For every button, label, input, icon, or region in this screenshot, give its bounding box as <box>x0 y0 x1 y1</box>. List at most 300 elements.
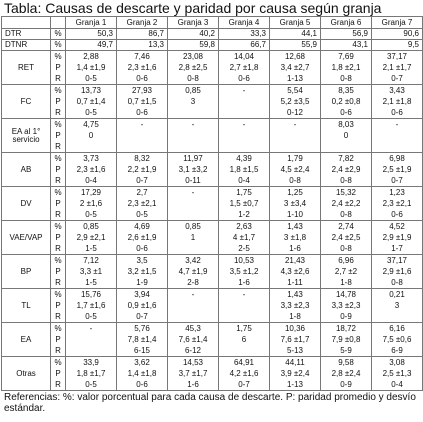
cause-value-cell-line: - <box>242 86 246 95</box>
cause-value-cell-line: - <box>242 120 246 129</box>
cause-value-cell-line <box>220 130 268 141</box>
cause-value-cell-line: 2,4 ±2,5 <box>331 233 361 242</box>
cause-value-cell-line <box>373 141 421 152</box>
cause-label: DV <box>2 187 51 221</box>
cause-value-cell-line: 0-5 <box>136 210 148 219</box>
cause-value-cell-line: - <box>293 120 297 129</box>
row-symbols-line: R <box>55 312 61 321</box>
summary-value: 56,9 <box>321 29 372 40</box>
row-symbols-line: R <box>55 74 61 83</box>
cause-value-cell-line: 3,3 ±1 <box>79 267 103 276</box>
column-header: Granja 4 <box>219 17 270 29</box>
cause-value-cell-line <box>118 141 166 152</box>
row-symbols-line: R <box>55 142 61 151</box>
cause-value-cell-line: 2,3 ±2,1 <box>127 199 157 208</box>
cause-value-cell-line: 0 <box>88 131 94 140</box>
cause-label: FC <box>2 85 51 119</box>
cause-value-cell <box>372 221 423 255</box>
cause-value-cell <box>117 51 168 85</box>
cause-value-cell-line: 18,72 <box>335 324 357 333</box>
row-symbols-line: % <box>54 120 62 129</box>
cause-value-cell-line: 0-8 <box>391 278 403 287</box>
cause-value-cell <box>219 255 270 289</box>
row-symbols <box>51 187 66 221</box>
cause-value-cell-line: 5,2 ±3,5 <box>280 97 310 106</box>
cause-value-cell <box>372 323 423 357</box>
cause-value-cell-line <box>67 141 115 152</box>
cause-value-cell <box>270 255 321 289</box>
cause-value-cell-line: 1-2 <box>238 210 250 219</box>
cause-value-cell-line: 1-13 <box>286 74 303 83</box>
cause-value-cell-line: 1,5 ±0,7 <box>229 199 259 208</box>
cause-value-cell-line: 10,36 <box>284 324 306 333</box>
cause-value-cell-line: 0 <box>343 131 349 140</box>
row-symbols-line: % <box>54 222 62 231</box>
cause-value-cell-line <box>220 345 268 356</box>
summary-value: 13,3 <box>117 40 168 51</box>
cause-value-cell-line: 0,2 ±0,8 <box>331 97 361 106</box>
cause-value-cell-line: 7,46 <box>134 52 150 61</box>
row-symbols-line: P <box>55 97 61 106</box>
cause-value-cell-line: 1-5 <box>85 244 97 253</box>
cause-value-cell-line: 0-7 <box>136 312 148 321</box>
cause-value-cell-line: 23,08 <box>182 52 204 61</box>
summary-value: 55,9 <box>270 40 321 51</box>
cause-value-cell <box>372 51 423 85</box>
cause-value-cell-line: 0-6 <box>136 74 148 83</box>
cause-value-cell-line: 15,32 <box>335 188 357 197</box>
cause-value-cell-line: 7,8 ±1,4 <box>127 335 157 344</box>
summary-value: 90,6 <box>372 29 423 40</box>
row-symbols-line: % <box>54 188 62 197</box>
cause-label: TL <box>2 289 51 323</box>
table-title: Tabla: Causas de descarte y paridad por causa según granja <box>4 0 382 16</box>
cause-value-cell-line <box>169 107 217 118</box>
cause-value-cell <box>219 119 270 153</box>
cause-value-cell-line: 64,91 <box>233 358 255 367</box>
cause-value-cell <box>168 221 219 255</box>
cause-value-cell-line: 3,5 <box>136 256 148 265</box>
cause-value-cell-line: 2,88 <box>83 52 99 61</box>
cause-value-cell-line: 0-6 <box>340 108 352 117</box>
row-symbols <box>51 153 66 187</box>
cause-value-cell-line: 1-6 <box>289 244 301 253</box>
cause-value-cell-line: 1,79 <box>287 154 303 163</box>
cause-value-cell-line: 1-8 <box>340 278 352 287</box>
cause-value-cell <box>117 221 168 255</box>
row-symbols-line: R <box>55 380 61 389</box>
cause-value-cell <box>372 153 423 187</box>
summary-unit: % <box>51 40 66 51</box>
cause-value-cell-line: 2,4 ±2,9 <box>331 165 361 174</box>
summary-value: 33,3 <box>219 29 270 40</box>
cause-value-cell-line: - <box>89 324 93 333</box>
cause-value-cell <box>219 221 270 255</box>
row-symbols-line: R <box>55 244 61 253</box>
row-symbols <box>51 51 66 85</box>
cause-value-cell-line: - <box>191 120 195 129</box>
cause-value-cell-line: 1-13 <box>286 380 303 389</box>
cause-value-cell <box>372 289 423 323</box>
cause-value-cell-line: 2,8 ±2,4 <box>331 369 361 378</box>
cause-value-cell-line: 2,6 ±1,9 <box>127 233 157 242</box>
cause-value-cell-line: 5-13 <box>286 346 303 355</box>
cause-value-cell-line: 4,7 ±1,9 <box>178 267 208 276</box>
cause-value-cell <box>66 323 117 357</box>
cause-value-cell-line: 0,85 <box>185 222 201 231</box>
cause-value-cell-line: 2,3 ±1,6 <box>127 63 157 72</box>
column-header: Granja 3 <box>168 17 219 29</box>
cause-value-cell <box>321 51 372 85</box>
cause-value-cell-line: 6,96 <box>338 256 354 265</box>
cause-value-cell <box>66 357 117 391</box>
cause-value-cell <box>66 221 117 255</box>
cause-value-cell-line: 2,1 ±1,7 <box>382 63 412 72</box>
row-symbols <box>51 323 66 357</box>
cause-value-cell-line: 14,53 <box>182 358 204 367</box>
cause-value-cell <box>270 51 321 85</box>
cause-value-cell-line: 11,97 <box>183 154 203 163</box>
cause-value-cell-line: - <box>242 290 246 299</box>
cause-value-cell <box>321 255 372 289</box>
cause-value-cell <box>321 119 372 153</box>
cause-value-cell-line: 4 ±1,7 <box>232 233 256 242</box>
cause-value-cell-line: 44,11 <box>285 358 305 367</box>
cause-value-cell-line: 45,3 <box>185 324 201 333</box>
summary-value: 86,7 <box>117 29 168 40</box>
cause-value-cell-line: 1-7 <box>391 244 403 253</box>
cause-value-cell-line: 0-12 <box>286 108 303 117</box>
cause-label: AB <box>2 153 51 187</box>
summary-value: 9,5 <box>372 40 423 51</box>
row-symbols-line: P <box>55 165 61 174</box>
cause-value-cell-line: 3 <box>394 301 400 310</box>
cause-value-cell-line: 14,78 <box>335 290 357 299</box>
cause-value-cell <box>66 153 117 187</box>
cause-value-cell-line: 2,1 ±1,8 <box>382 97 412 106</box>
cause-value-cell <box>168 51 219 85</box>
cause-value-cell-line <box>67 345 115 356</box>
cause-value-cell-line: 2,3 ±1,6 <box>76 165 106 174</box>
cause-value-cell-line: 0,21 <box>389 290 405 299</box>
cause-value-cell-line: - <box>395 120 399 129</box>
cause-value-cell-line: 0-8 <box>340 176 352 185</box>
cause-value-cell-line: 7,12 <box>83 256 99 265</box>
cause-value-cell-line: 2,5 ±1,9 <box>382 165 412 174</box>
summary-value: 44,1 <box>270 29 321 40</box>
row-symbols-line: R <box>55 278 61 287</box>
cause-value-cell <box>168 187 219 221</box>
cause-value-cell-line: 4,75 <box>83 120 99 129</box>
cause-value-cell-line: 1,4 ±1,9 <box>76 63 106 72</box>
cause-value-cell-line: 3 ±1,8 <box>283 233 307 242</box>
cause-value-cell-line: 5,76 <box>134 324 150 333</box>
cause-value-cell <box>321 187 372 221</box>
row-symbols-line: % <box>54 86 62 95</box>
cause-row <box>2 289 423 323</box>
cause-value-cell-line: 3,42 <box>185 256 201 265</box>
cause-value-cell-line: 2,9 ±2,1 <box>76 233 106 242</box>
cause-value-cell-line: 0-6 <box>238 74 250 83</box>
cause-value-cell-line: 0-4 <box>85 176 97 185</box>
cause-value-cell-line: 5-9 <box>340 346 352 355</box>
cause-value-cell-line: 0,7 ±1,4 <box>76 97 106 106</box>
cause-row <box>2 187 423 221</box>
cause-value-cell-line: 1,7 ±1,6 <box>76 301 106 310</box>
summary-value: 59,8 <box>168 40 219 51</box>
cause-row <box>2 221 423 255</box>
cause-value-cell-line: 0-6 <box>136 380 148 389</box>
cause-value-cell-line <box>220 141 268 152</box>
cause-row <box>2 255 423 289</box>
cause-value-cell-line: 8,32 <box>134 154 150 163</box>
cause-value-cell-line: 3,43 <box>389 86 405 95</box>
cause-value-cell-line: 2-8 <box>187 278 199 287</box>
cause-value-cell-line: 1,8 ±2,1 <box>331 63 361 72</box>
cause-value-cell-line: 2,4 ±2,2 <box>331 199 361 208</box>
cause-value-cell-line: 0-9 <box>340 380 352 389</box>
cause-value-cell <box>270 153 321 187</box>
cause-value-cell-line: 3 <box>190 97 196 106</box>
cause-value-cell-line <box>169 198 217 209</box>
cause-value-cell-line: 6,16 <box>389 324 405 333</box>
cause-value-cell <box>372 85 423 119</box>
cause-row <box>2 357 423 391</box>
cause-value-cell-line: 8,35 <box>338 86 354 95</box>
cause-value-cell-line <box>373 311 421 322</box>
cause-label: EA al 1° servicio <box>2 119 51 153</box>
column-header: Granja 2 <box>117 17 168 29</box>
cause-value-cell-line <box>169 141 217 152</box>
cause-value-cell <box>117 289 168 323</box>
cause-value-cell <box>219 153 270 187</box>
cause-value-cell-line: 0-5 <box>85 74 97 83</box>
cause-value-cell-line: 37,17 <box>386 52 408 61</box>
cause-value-cell <box>270 119 321 153</box>
cause-value-cell <box>168 255 219 289</box>
cause-value-cell <box>219 323 270 357</box>
row-symbols-line: R <box>55 176 61 185</box>
cause-value-cell-line: 0,85 <box>185 86 201 95</box>
cause-value-cell-line: 6-9 <box>391 346 403 355</box>
cause-value-cell-line: 0-8 <box>340 244 352 253</box>
cause-label: RET <box>2 51 51 85</box>
cause-value-cell-line: 7,6 ±1,7 <box>280 335 310 344</box>
cause-value-cell-line: 27,93 <box>131 86 153 95</box>
cause-value-cell <box>117 255 168 289</box>
cause-value-cell <box>219 51 270 85</box>
cause-value-cell-line: 7,5 ±0,6 <box>382 335 412 344</box>
cause-value-cell-line: 1,8 ±1,5 <box>229 165 259 174</box>
cause-value-cell <box>66 51 117 85</box>
cause-value-cell-line: 3,5 ±1,2 <box>229 267 259 276</box>
cause-value-cell-line: 2,74 <box>338 222 354 231</box>
cause-value-cell-line: 37,17 <box>386 256 408 265</box>
cause-value-cell <box>117 357 168 391</box>
cause-value-cell <box>117 119 168 153</box>
cause-value-cell-line: 2,7 ±1,8 <box>229 63 259 72</box>
cause-value-cell-line: 1-8 <box>289 312 301 321</box>
cause-value-cell-line: - <box>140 120 144 129</box>
summary-row <box>2 29 423 40</box>
cause-value-cell-line: 2,9 ±1,9 <box>382 233 412 242</box>
cause-value-cell-line: 0-6 <box>391 210 403 219</box>
column-header: Granja 7 <box>372 17 423 29</box>
cause-value-cell-line: 6,98 <box>389 154 405 163</box>
cause-value-cell <box>219 85 270 119</box>
cause-value-cell-line: 1-6 <box>238 278 250 287</box>
row-symbols-line: % <box>54 290 62 299</box>
cause-value-cell-line: 0-8 <box>289 176 301 185</box>
header-blank <box>51 17 66 29</box>
cause-value-cell-line: 0-4 <box>391 380 403 389</box>
row-symbols-line: % <box>54 358 62 367</box>
cause-value-cell-line: 0-7 <box>391 74 403 83</box>
cause-value-cell-line <box>271 130 319 141</box>
cause-value-cell-line: 14,04 <box>233 52 255 61</box>
header-row <box>2 17 423 29</box>
cause-value-cell <box>372 255 423 289</box>
row-symbols-line: R <box>55 108 61 117</box>
cause-value-cell-line: 3,73 <box>83 154 99 163</box>
cause-value-cell-line: 7,9 ±0,8 <box>331 335 361 344</box>
row-symbols-line: P <box>55 233 61 242</box>
cause-value-cell-line: 3,62 <box>134 358 150 367</box>
cause-value-cell-line <box>118 130 166 141</box>
cause-value-cell-line: 1,8 ±1,7 <box>76 369 106 378</box>
summary-label: DTR <box>2 29 51 40</box>
cause-label: EA <box>2 323 51 357</box>
cause-row <box>2 119 423 153</box>
cause-value-cell-line: 1,75 <box>236 188 252 197</box>
cause-value-cell-line: 0,9 ±1,6 <box>127 301 157 310</box>
cause-value-cell <box>117 187 168 221</box>
row-symbols-line: P <box>55 301 61 310</box>
cause-value-cell <box>117 153 168 187</box>
cause-value-cell-line: 4,39 <box>236 154 252 163</box>
row-symbols-line: % <box>54 154 62 163</box>
cause-value-cell <box>168 357 219 391</box>
cause-value-cell-line: 2,5 ±1,3 <box>382 369 412 378</box>
cause-label: BP <box>2 255 51 289</box>
cause-value-cell-line: 0-9 <box>340 312 352 321</box>
row-symbols-line: P <box>55 63 61 72</box>
cause-value-cell <box>66 187 117 221</box>
cause-value-cell-line: 2,8 ±2,5 <box>178 63 208 72</box>
discard-causes-table <box>1 16 423 391</box>
row-symbols-line: P <box>55 369 61 378</box>
row-symbols-line: % <box>54 52 62 61</box>
cause-label: Otras <box>2 357 51 391</box>
cause-value-cell-line: 3,4 ±2,7 <box>280 63 310 72</box>
cause-value-cell <box>321 85 372 119</box>
cause-value-cell-line: 0-5 <box>85 312 97 321</box>
cause-value-cell <box>372 119 423 153</box>
row-symbols-line: P <box>55 267 61 276</box>
row-symbols-line: P <box>55 131 61 140</box>
summary-row <box>2 40 423 51</box>
cause-value-cell-line: 3,7 ±1,7 <box>178 369 208 378</box>
row-symbols <box>51 289 66 323</box>
summary-value: 49,7 <box>66 40 117 51</box>
cause-value-cell-line: 0-8 <box>187 74 199 83</box>
summary-value: 40,2 <box>168 29 219 40</box>
cause-value-cell-line: 5,54 <box>287 86 303 95</box>
summary-value: 50,3 <box>66 29 117 40</box>
cause-value-cell-line: 2,7 ±2 <box>334 267 358 276</box>
row-symbols <box>51 85 66 119</box>
cause-value-cell-line: 4,5 ±2,4 <box>280 165 310 174</box>
cause-value-cell-line: 1-6 <box>187 380 199 389</box>
cause-value-cell <box>66 289 117 323</box>
cause-value-cell-line <box>220 96 268 107</box>
cause-value-cell-line: 0-5 <box>85 108 97 117</box>
cause-value-cell-line <box>169 300 217 311</box>
cause-value-cell <box>66 85 117 119</box>
cause-value-cell-line: 7,6 ±1,4 <box>178 335 208 344</box>
cause-value-cell-line: 4,2 ±1,6 <box>229 369 259 378</box>
cause-value-cell-line: 3,3 ±2,3 <box>280 301 310 310</box>
cause-value-cell <box>117 323 168 357</box>
cause-value-cell <box>270 323 321 357</box>
cause-value-cell-line: 0,85 <box>83 222 99 231</box>
cause-value-cell-line: 2,7 <box>136 188 148 197</box>
row-symbols-line: R <box>55 346 61 355</box>
cause-value-cell-line <box>271 141 319 152</box>
cause-value-cell-line: 1-5 <box>85 278 97 287</box>
cause-value-cell-line: 0-7 <box>391 176 403 185</box>
row-symbols-line: % <box>54 256 62 265</box>
cause-value-cell <box>270 221 321 255</box>
cause-value-cell <box>321 289 372 323</box>
cause-value-cell-line: 7,82 <box>338 154 354 163</box>
summary-value: 66,7 <box>219 40 270 51</box>
row-symbols <box>51 357 66 391</box>
cause-value-cell-line <box>220 300 268 311</box>
cause-value-cell <box>168 119 219 153</box>
cause-value-cell-line: - <box>191 188 195 197</box>
column-header: Granja 1 <box>66 17 117 29</box>
column-header: Granja 6 <box>321 17 372 29</box>
cause-value-cell <box>117 85 168 119</box>
cause-value-cell-line: 3,9 ±2,4 <box>280 369 310 378</box>
table-body <box>2 29 423 391</box>
cause-value-cell <box>66 119 117 153</box>
cause-value-cell-line: 0,7 ±1,5 <box>127 97 157 106</box>
cause-value-cell-line: 4,3 ±2,6 <box>280 267 310 276</box>
cause-value-cell-line: 33,9 <box>83 358 99 367</box>
cause-value-cell-line: 2,3 ±2,1 <box>382 199 412 208</box>
cause-value-cell-line: 1,4 ±1,8 <box>127 369 157 378</box>
cause-value-cell <box>321 153 372 187</box>
cause-value-cell-line: 2,63 <box>236 222 252 231</box>
cause-value-cell-line: 2,2 ±1,9 <box>127 165 157 174</box>
cause-value-cell-line: 6-15 <box>133 346 150 355</box>
cause-value-cell-line: 6 <box>241 335 247 344</box>
summary-unit: % <box>51 29 66 40</box>
cause-value-cell <box>372 187 423 221</box>
row-symbols <box>51 255 66 289</box>
cause-value-cell-line: 17,29 <box>80 188 102 197</box>
header-blank <box>2 17 51 29</box>
cause-value-cell-line: 10,53 <box>233 256 255 265</box>
row-symbols <box>51 119 66 153</box>
cause-value-cell-line: 0-6 <box>136 244 148 253</box>
cause-value-cell <box>270 85 321 119</box>
cause-value-cell-line <box>220 107 268 118</box>
column-header: Granja 5 <box>270 17 321 29</box>
cause-value-cell-line <box>169 130 217 141</box>
